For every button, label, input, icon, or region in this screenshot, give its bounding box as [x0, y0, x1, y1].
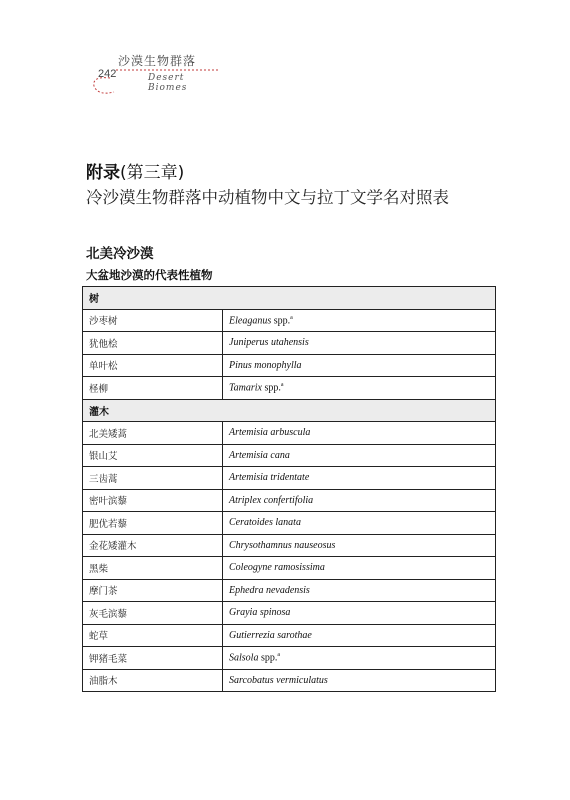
latin-name: Artemisia tridentate [229, 472, 310, 484]
table-group-row [83, 399, 496, 422]
running-header [88, 50, 223, 98]
footnote-marker: a [280, 382, 284, 389]
group-heading: 灌木 [83, 399, 496, 422]
chinese-name: 密叶滨藜 [83, 489, 223, 512]
latin-name: Ceratoides lanata [229, 517, 301, 529]
latin-name: Coleogyne ramosissima [229, 562, 325, 574]
chinese-name: 三齿蒿 [83, 467, 223, 490]
footnote-marker: a [290, 314, 293, 321]
group-heading: 树 [83, 287, 496, 310]
table-row [83, 332, 496, 355]
latin-name-cell [223, 354, 496, 377]
table-row [83, 467, 496, 490]
species-abbrev: spp. [273, 314, 291, 326]
page-number: 242 [98, 68, 117, 80]
appendix-subtitle: 冷沙漠生物群落中动植物中文与拉丁文学名对照表 [86, 188, 449, 207]
latin-name: Juniperus utahensis [229, 337, 309, 349]
chinese-name: 灰毛滨藜 [83, 602, 223, 625]
table-row [83, 534, 496, 557]
latin-name-cell [223, 467, 496, 490]
table-row [83, 512, 496, 535]
latin-name-cell [223, 647, 496, 670]
table-title: 大盆地沙漠的代表性植物 [86, 268, 213, 282]
book-subtitle: Desert Biomes [148, 73, 188, 93]
latin-name-cell [223, 602, 496, 625]
latin-name-cell [223, 309, 496, 332]
latin-name: Artemisia arbuscula [229, 427, 311, 439]
latin-name-cell [223, 332, 496, 355]
appendix-chapter: (第三章) [120, 163, 185, 183]
chinese-name: 沙枣树 [83, 309, 223, 332]
chinese-name: 蛇草 [83, 624, 223, 647]
latin-name: Eleaganus [229, 314, 272, 326]
latin-name: Pinus monophylla [229, 359, 302, 371]
latin-name-cell [223, 579, 496, 602]
table-row [83, 557, 496, 580]
chinese-name: 摩门茶 [83, 579, 223, 602]
appendix-label: 附录 [86, 163, 120, 183]
latin-name: Sarcobatus vermiculatus [229, 674, 328, 686]
latin-name-cell [223, 489, 496, 512]
latin-name-cell [223, 377, 496, 400]
plant-table [82, 286, 496, 692]
latin-name: Chrysothamnus nauseosus [229, 539, 336, 551]
table-row [83, 624, 496, 647]
species-abbrev: spp. [264, 382, 281, 394]
table-row [83, 579, 496, 602]
section-title: 北美冷沙漠 [86, 246, 154, 262]
table-row [83, 444, 496, 467]
latin-name-cell [223, 422, 496, 445]
latin-name-cell [223, 444, 496, 467]
table-row [83, 489, 496, 512]
chinese-name: 北美矮蒿 [83, 422, 223, 445]
latin-name: Ephedra nevadensis [229, 584, 310, 596]
table-row [83, 309, 496, 332]
table-row [83, 647, 496, 670]
latin-name-cell [223, 624, 496, 647]
chinese-name: 犹他桧 [83, 332, 223, 355]
latin-name-cell [223, 512, 496, 535]
chinese-name: 黑柴 [83, 557, 223, 580]
latin-name: Artemisia cana [229, 449, 290, 461]
chinese-name: 肥优若藜 [83, 512, 223, 535]
chinese-name: 金花矮灌木 [83, 534, 223, 557]
latin-name-cell [223, 557, 496, 580]
chinese-name: 钾猪毛菜 [83, 647, 223, 670]
latin-name: Gutierrezia sarothae [229, 629, 312, 641]
table-row [83, 602, 496, 625]
chinese-name: 油脂木 [83, 669, 223, 692]
appendix-heading [86, 158, 184, 183]
table-row [83, 669, 496, 692]
book-title: 沙漠生物群落 [118, 54, 197, 68]
latin-name-cell [223, 669, 496, 692]
chinese-name: 单叶松 [83, 354, 223, 377]
chinese-name: 柽柳 [83, 377, 223, 400]
latin-name-cell [223, 534, 496, 557]
species-abbrev: spp. [260, 652, 278, 664]
latin-name: Atriplex confertifolia [229, 494, 314, 506]
chinese-name: 银山艾 [83, 444, 223, 467]
latin-name: Salsola [229, 652, 259, 664]
table-group-row [83, 287, 496, 310]
latin-name: Grayia spinosa [229, 607, 291, 619]
latin-name: Tamarix [229, 382, 262, 394]
table-row [83, 422, 496, 445]
table-row [83, 377, 496, 400]
footnote-marker: a [277, 652, 281, 659]
table-row [83, 354, 496, 377]
